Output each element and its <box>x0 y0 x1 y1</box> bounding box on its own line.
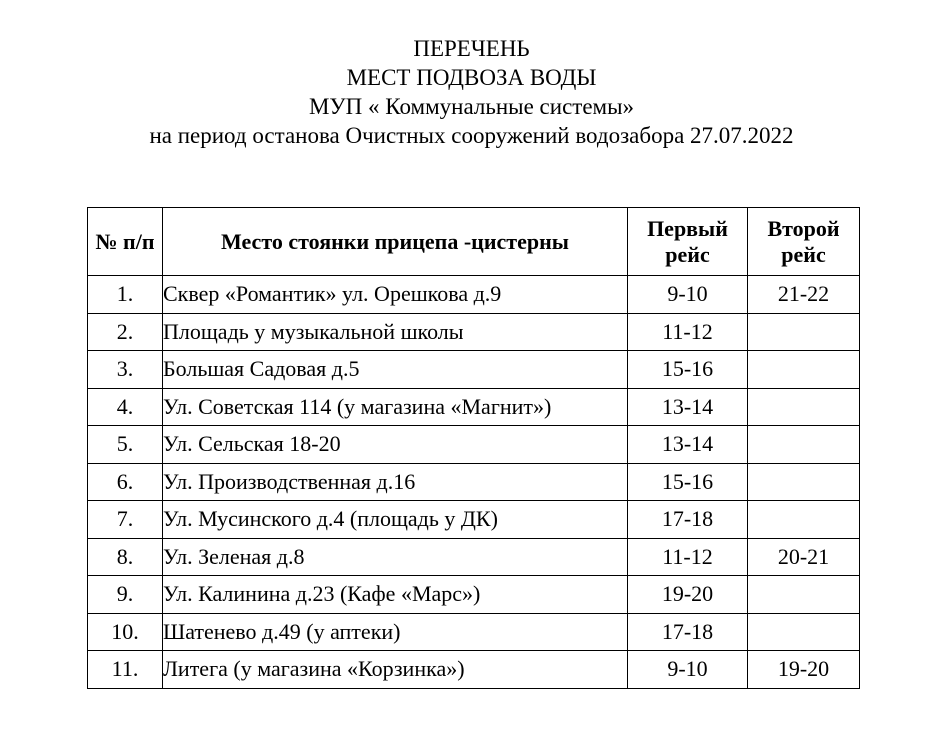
table-row <box>88 463 860 501</box>
row-num: 5. <box>88 426 163 464</box>
row-num: 7. <box>88 501 163 539</box>
header-place: Место стоянки прицепа -цистерны <box>163 208 628 276</box>
table-row <box>88 576 860 614</box>
table-row <box>88 501 860 539</box>
table-row <box>88 651 860 689</box>
row-place: Литега (у магазина «Корзинка») <box>163 651 628 689</box>
table-row <box>88 426 860 464</box>
table-row <box>88 613 860 651</box>
row-first-trip: 13-14 <box>628 426 748 464</box>
title-line: на период останова Очистных сооружений водозабора 27.07.2022 <box>149 123 794 148</box>
row-second-trip <box>748 576 860 614</box>
row-first-trip: 9-10 <box>628 276 748 314</box>
row-first-trip: 9-10 <box>628 651 748 689</box>
header-second-trip: Второй рейс <box>748 208 860 276</box>
row-place: Ул. Советская 114 (у магазина «Магнит») <box>163 388 628 426</box>
row-first-trip: 13-14 <box>628 388 748 426</box>
row-second-trip <box>748 501 860 539</box>
row-second-trip: 21-22 <box>748 276 860 314</box>
row-num: 4. <box>88 388 163 426</box>
row-place: Большая Садовая д.5 <box>163 351 628 389</box>
row-num: 11. <box>88 651 163 689</box>
row-place: Шатенево д.49 (у аптеки) <box>163 613 628 651</box>
table-body <box>88 276 860 689</box>
title-line: МЕСТ ПОДВОЗА ВОДЫ <box>346 65 597 90</box>
row-second-trip <box>748 313 860 351</box>
row-num: 3. <box>88 351 163 389</box>
row-num: 10. <box>88 613 163 651</box>
row-place: Ул. Калинина д.23 (Кафе «Марс») <box>163 576 628 614</box>
row-second-trip: 20-21 <box>748 538 860 576</box>
row-first-trip: 15-16 <box>628 351 748 389</box>
row-place: Площадь у музыкальной школы <box>163 313 628 351</box>
row-first-trip: 11-12 <box>628 313 748 351</box>
header-first-trip: Первый рейс <box>628 208 748 276</box>
row-place: Сквер «Романтик» ул. Орешкова д.9 <box>163 276 628 314</box>
row-second-trip <box>748 351 860 389</box>
table-row <box>88 538 860 576</box>
row-first-trip: 17-18 <box>628 501 748 539</box>
title-line: ПЕРЕЧЕНЬ <box>413 36 530 61</box>
row-place: Ул. Сельская 18-20 <box>163 426 628 464</box>
row-num: 6. <box>88 463 163 501</box>
table-row <box>88 388 860 426</box>
row-first-trip: 19-20 <box>628 576 748 614</box>
row-second-trip <box>748 463 860 501</box>
table-row <box>88 351 860 389</box>
row-second-trip <box>748 426 860 464</box>
row-place: Ул. Мусинского д.4 (площадь у ДК) <box>163 501 628 539</box>
header-num: № п/п <box>88 208 163 276</box>
table-row <box>88 276 860 314</box>
row-place: Ул. Производственная д.16 <box>163 463 628 501</box>
row-num: 2. <box>88 313 163 351</box>
row-first-trip: 15-16 <box>628 463 748 501</box>
table-header-row <box>88 208 860 276</box>
table-row <box>88 313 860 351</box>
row-second-trip <box>748 613 860 651</box>
row-num: 1. <box>88 276 163 314</box>
row-first-trip: 11-12 <box>628 538 748 576</box>
row-first-trip: 17-18 <box>628 613 748 651</box>
row-place: Ул. Зеленая д.8 <box>163 538 628 576</box>
water-delivery-table <box>87 207 860 689</box>
row-num: 9. <box>88 576 163 614</box>
row-second-trip: 19-20 <box>748 651 860 689</box>
document-title <box>0 34 943 150</box>
row-second-trip <box>748 388 860 426</box>
title-line: МУП « Коммунальные системы» <box>308 94 635 119</box>
row-num: 8. <box>88 538 163 576</box>
